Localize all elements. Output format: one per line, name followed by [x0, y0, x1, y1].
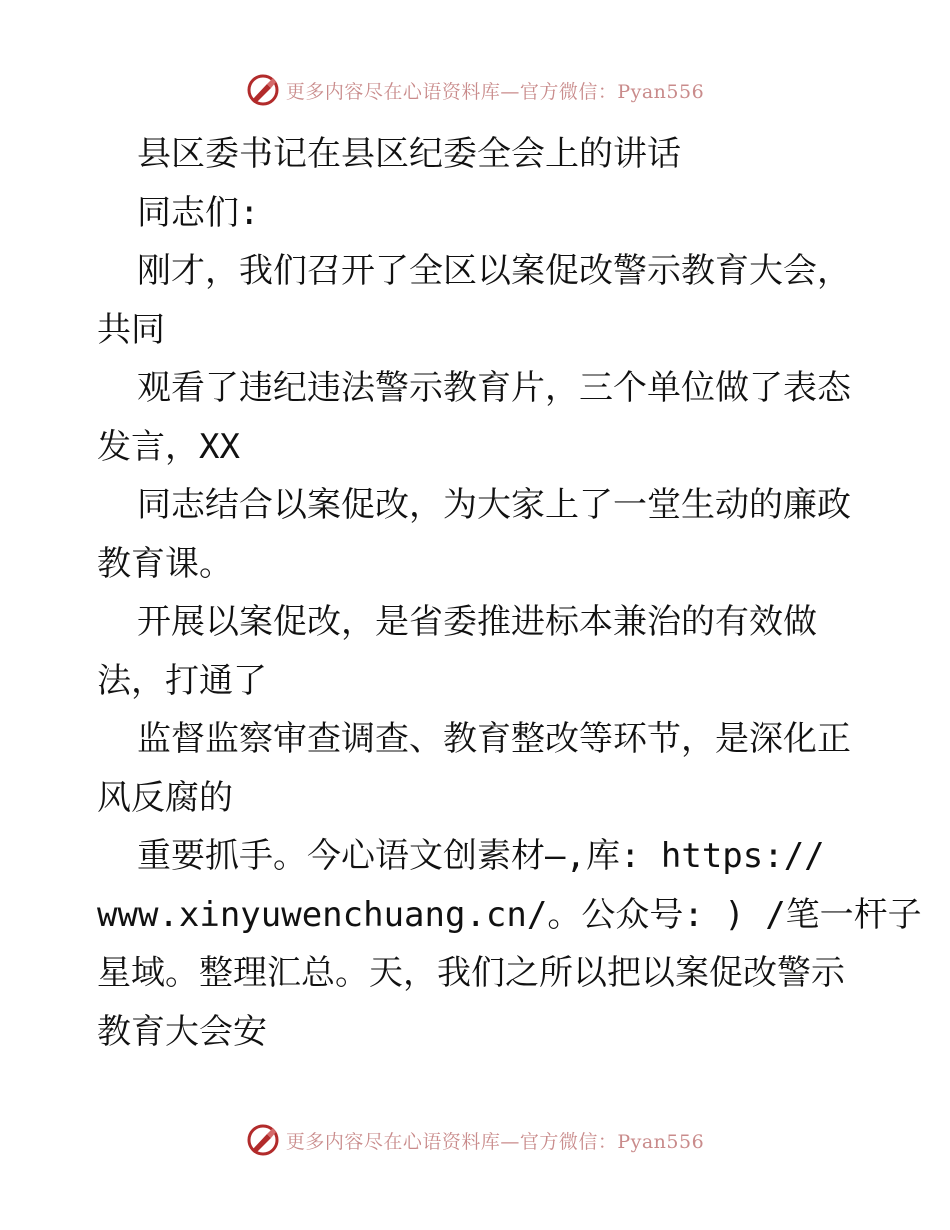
paragraph-line: 观看了违纪违法警示教育片，三个单位做了表态	[137, 368, 851, 408]
document-title: 县区委书记在县区纪委全会上的讲话	[137, 134, 681, 174]
paragraph-line: 发言，XX	[97, 426, 240, 467]
pen-nib-logo-icon	[246, 1123, 280, 1157]
paragraph-line: 星域。整理汇总。天，我们之所以把以案促改警示	[97, 953, 845, 993]
footer-banner-text: 更多内容尽在心语资料库—官方微信：Pyan556	[285, 1130, 705, 1153]
paragraph-line: 开展以案促改，是省委推进标本兼治的有效做	[137, 602, 817, 642]
header-banner	[0, 70, 950, 110]
pen-nib-logo-icon	[246, 73, 280, 107]
paragraph-line: 风反腐的	[97, 777, 233, 818]
paragraph-line: 同志们:	[137, 192, 260, 233]
paragraph-line: 重要抓手。今心语文创素材—,库: https://	[137, 836, 825, 876]
paragraph-line: 共同	[97, 309, 165, 350]
paragraph-line: 刚才，我们召开了全区以案促改警示教育大会，	[137, 251, 851, 291]
paragraph-line: www.xinyuwenchuang.cn/。公众号: ) /笔一杆子	[97, 894, 922, 935]
paragraph-line: 同志结合以案促改，为大家上了一堂生动的廉政	[137, 485, 851, 525]
paragraph-line: 教育大会安	[97, 1011, 267, 1052]
footer-banner	[0, 1120, 950, 1160]
paragraph-line: 监督监察审查调查、教育整改等环节，是深化正	[137, 719, 851, 759]
paragraph-line: 法，打通了	[97, 660, 267, 701]
document-body	[97, 125, 922, 1061]
header-banner-text: 更多内容尽在心语资料库—官方微信：Pyan556	[285, 80, 705, 103]
paragraph-line: 教育课。	[97, 543, 233, 584]
